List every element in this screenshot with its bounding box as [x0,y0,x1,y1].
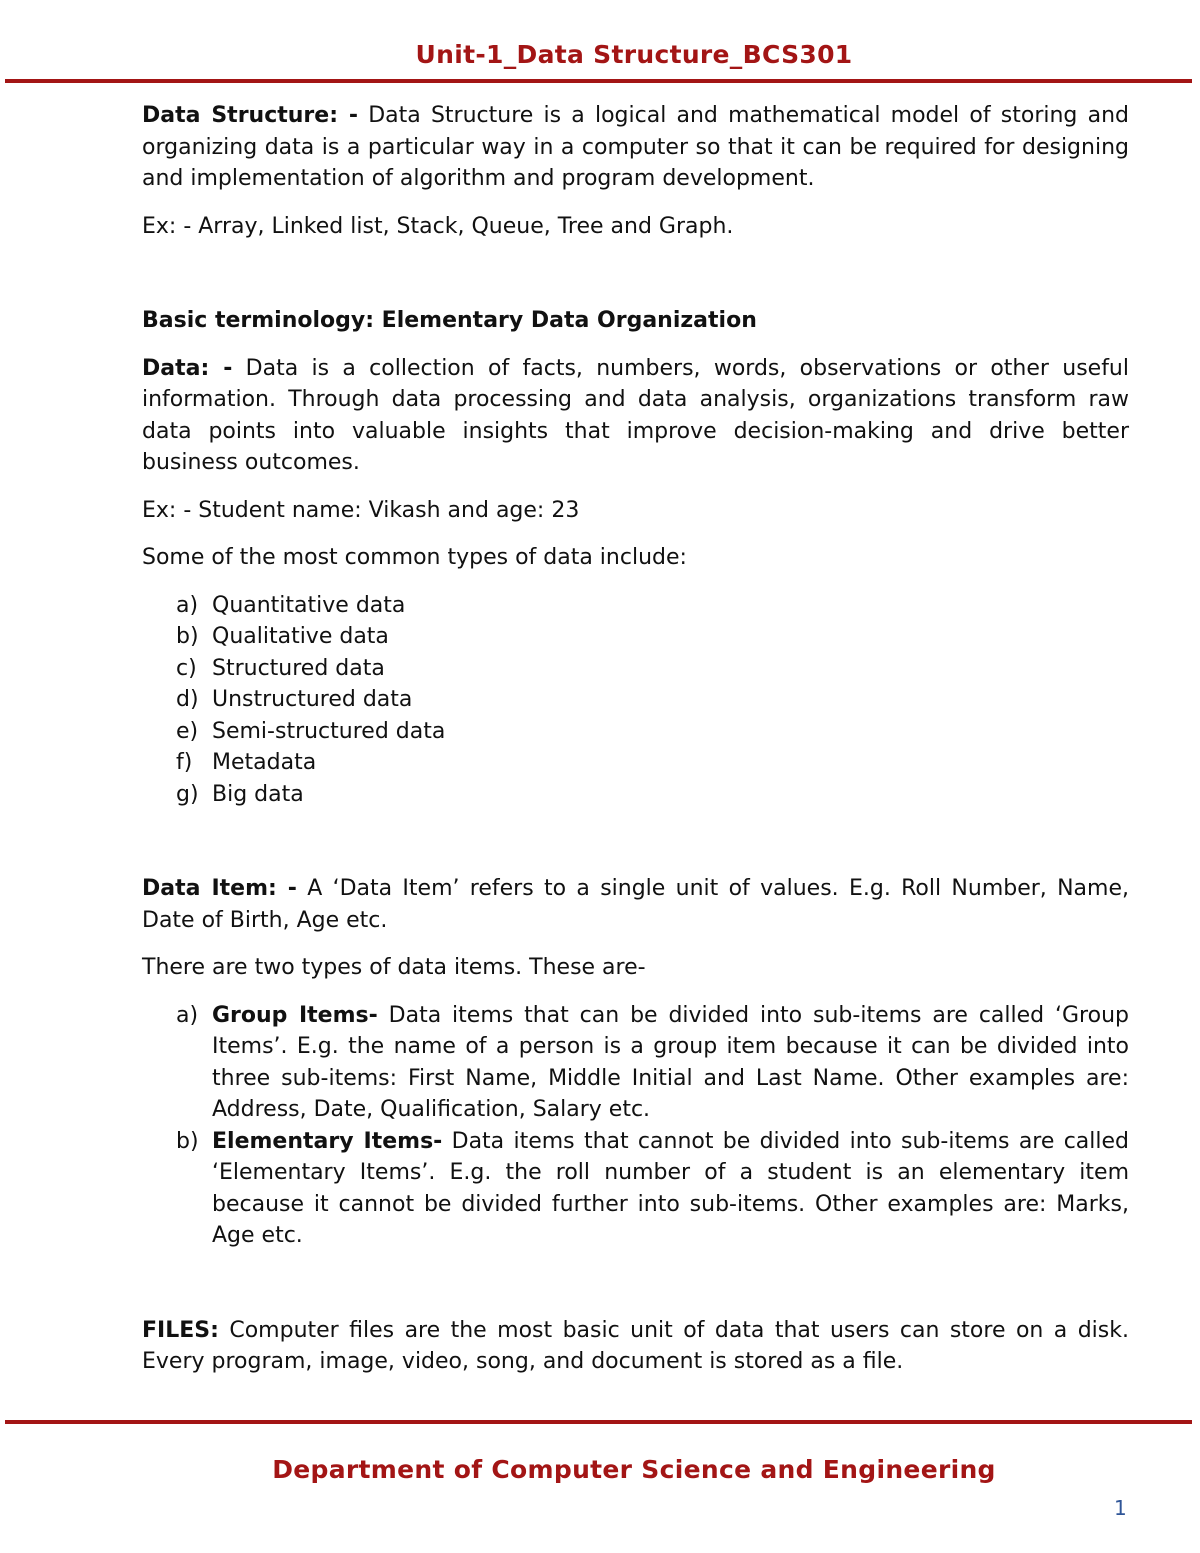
list-marker: e) [176,718,199,744]
list-marker: a) [176,592,199,618]
list-item-text: Qualitative data [212,624,389,649]
page-number: 1 [1114,1496,1127,1520]
elementary-items-text: Data items that cannot be divided into sub-items are called ‘Elementary Items’. E.g. the roll number of a student is an elementary item because it cannot be divided further into sub-items. Other examples are: Marks, Age etc. [212,1128,1130,1248]
list-item [142,684,1129,716]
page-header-title: Unit-1_Data Structure_BCS301 [415,40,853,69]
data-item-text: A ‘Data Item’ refers to a single unit of values. E.g. Roll Number, Name, Date of Birth, Age etc. [142,876,1129,933]
list-item-text: Semi-structured data [212,718,446,744]
data-item-term: Data Item: - [142,876,297,901]
list-item [142,590,1129,622]
list-item [142,621,1129,653]
list-item [142,1000,1129,1126]
data-structure-text: Data Structure is a logical and mathematical model of storing and organizing data is a particular way in a computer so that it can be required for designing and implementation of algorithm and program development. [142,103,1129,191]
footer-divider [5,1420,1192,1424]
list-marker: c) [176,655,197,681]
data-types-intro: Some of the most common types of data include: [142,545,687,570]
list-item [142,653,1129,685]
list-item-text: Big data [212,781,304,807]
data-item-types-intro: There are two types of data items. These are- [142,955,646,980]
list-item-text: Quantitative data [212,592,406,618]
list-item-text: Unstructured data [212,687,413,712]
files-term: FILES: [142,1317,219,1343]
files-text: Computer files are the most basic unit of data that users can store on a disk. Every program, image, video, song, and document is stored as a file. [142,1317,1129,1374]
list-marker: a) [176,1002,199,1028]
list-item-text [212,1000,1129,1126]
elementary-items-term: Elementary Items- [212,1128,443,1154]
data-text: Data is a collection of facts, numbers, words, observations or other useful information. Through data processing and data analysis, organizations transform raw data points into valuable insights that improve decision-making and drive better business outcomes. [142,355,1129,475]
data-item-definition [142,873,1129,936]
list-marker: b) [176,1128,199,1154]
data-example: Ex: - Student name: Vikash and age: 23 [142,497,580,523]
list-item-text: Metadata [212,750,317,775]
list-item [142,747,1129,779]
header-divider [5,79,1192,83]
basic-terminology-heading: Basic terminology: Elementary Data Organization [142,308,757,333]
document-body [142,100,1129,1378]
footer-department: Department of Computer Science and Engineering [272,1455,996,1484]
list-item [142,1126,1129,1252]
list-item-text [212,1126,1129,1252]
data-term: Data: - [142,355,233,381]
list-item-text: Structured data [212,655,385,681]
list-marker: d) [176,687,199,712]
data-types-list [142,590,1129,811]
list-item [142,716,1129,748]
group-items-term: Group Items- [212,1002,378,1028]
list-marker: f) [176,750,193,775]
group-items-text: Data items that can be divided into sub-items are called ‘Group Items’. E.g. the name of a person is a group item because it can be divided into three sub-items: First Name, Middle Initial and Last Name. Other examples are: Address, Date, Qualification, Salary etc. [212,1002,1129,1122]
data-item-types-list [142,1000,1129,1252]
data-structure-example: Ex: - Array, Linked list, Stack, Queue, Tree and Graph. [142,213,734,239]
data-structure-definition [142,100,1129,195]
data-definition [142,353,1129,479]
list-marker: g) [176,781,199,807]
list-marker: b) [176,624,199,649]
files-definition [142,1315,1129,1378]
data-structure-term: Data Structure: - [142,103,359,128]
list-item [142,779,1129,811]
